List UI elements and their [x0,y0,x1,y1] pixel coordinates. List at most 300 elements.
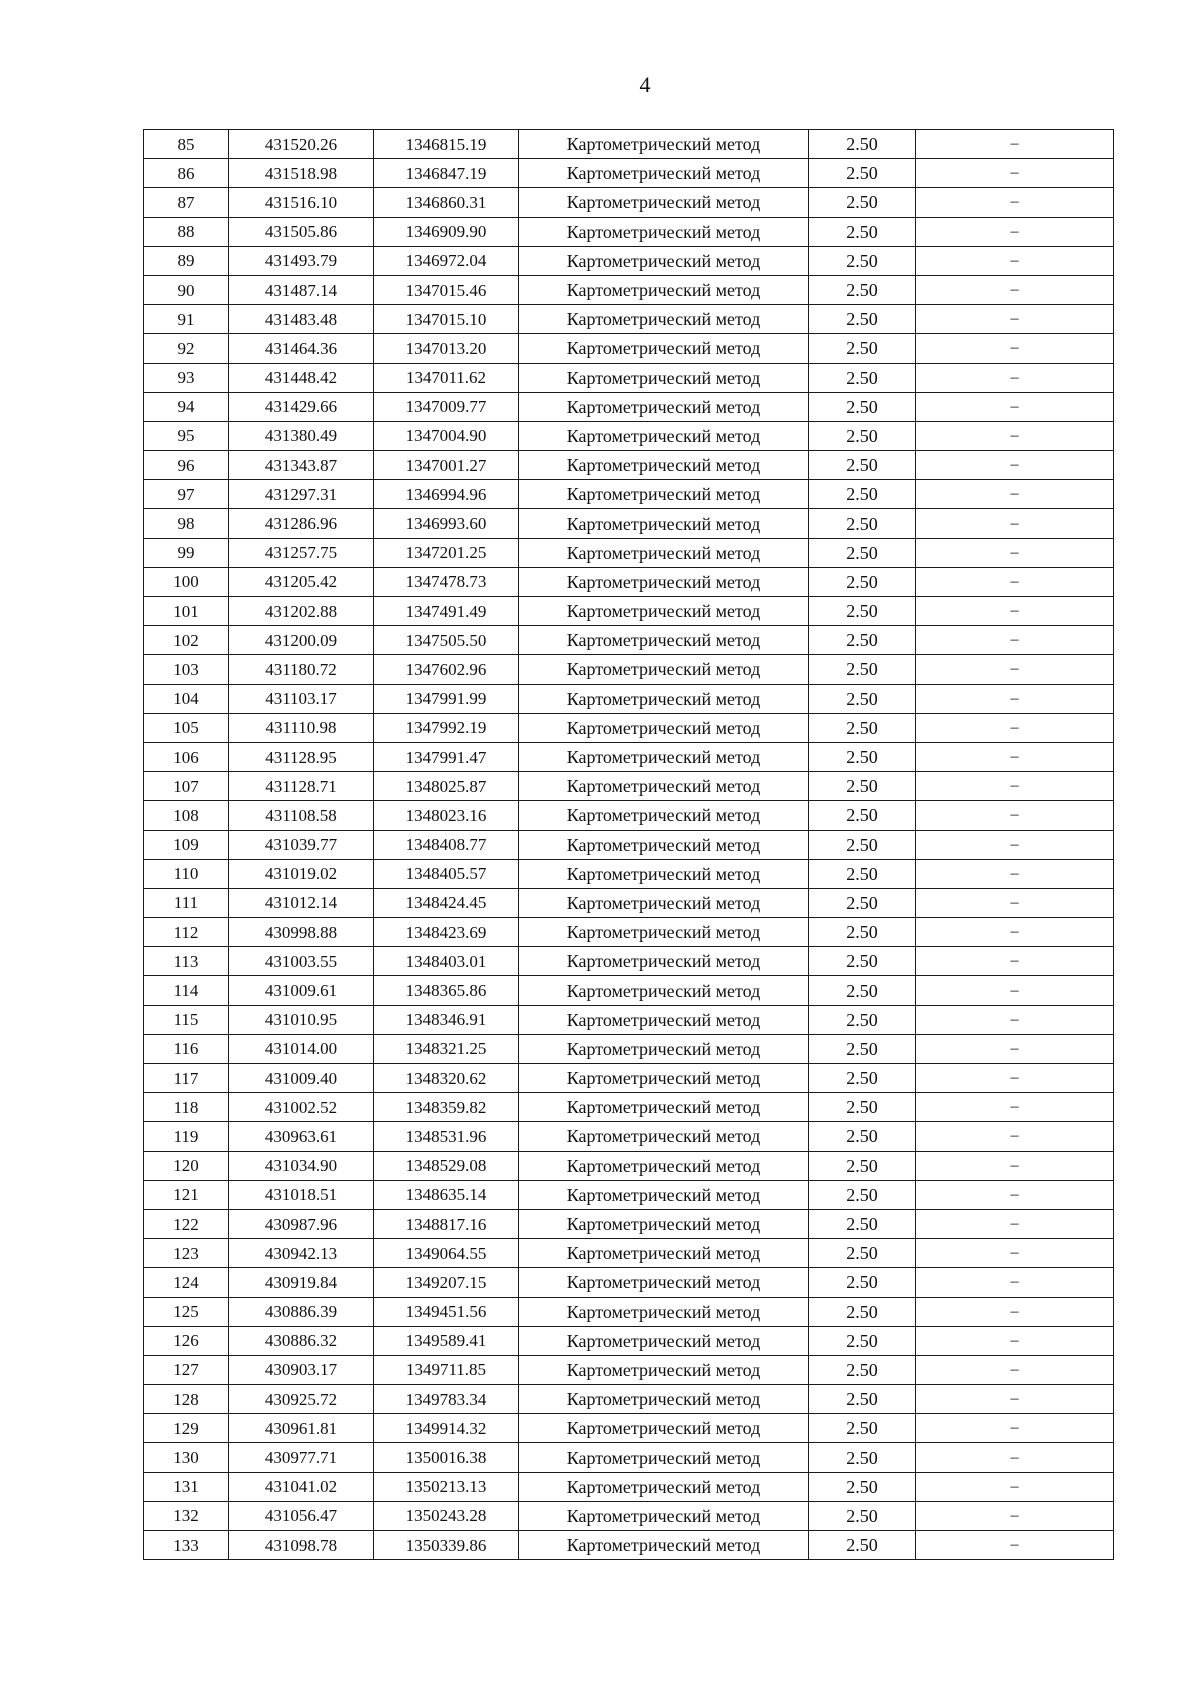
accuracy-cell: 2.50 [809,305,916,334]
table-row [144,1239,1114,1268]
accuracy-cell: 2.50 [809,1209,916,1238]
y-coordinate-cell: 1348817.16 [374,1209,519,1238]
note-cell: – [916,1531,1114,1560]
table-row [144,947,1114,976]
accuracy-cell: 2.50 [809,684,916,713]
accuracy-cell: 2.50 [809,947,916,976]
x-coordinate-cell: 431034.90 [229,1151,374,1180]
accuracy-cell: 2.50 [809,655,916,684]
accuracy-cell: 2.50 [809,1531,916,1560]
x-coordinate-cell: 431518.98 [229,159,374,188]
method-cell: Картометрический метод [519,567,809,596]
method-cell: Картометрический метод [519,334,809,363]
accuracy-cell: 2.50 [809,859,916,888]
method-cell: Картометрический метод [519,392,809,421]
note-cell: – [916,421,1114,450]
table-row [144,1093,1114,1122]
table-body [144,130,1114,1560]
y-coordinate-cell: 1347478.73 [374,567,519,596]
y-coordinate-cell: 1349783.34 [374,1385,519,1414]
point-number-cell: 119 [144,1122,229,1151]
method-cell: Картометрический метод [519,742,809,771]
y-coordinate-cell: 1349589.41 [374,1326,519,1355]
point-number-cell: 109 [144,830,229,859]
y-coordinate-cell: 1346972.04 [374,246,519,275]
method-cell: Картометрический метод [519,1209,809,1238]
y-coordinate-cell: 1348320.62 [374,1064,519,1093]
table-row [144,1122,1114,1151]
point-number-cell: 120 [144,1151,229,1180]
x-coordinate-cell: 431205.42 [229,567,374,596]
point-number-cell: 123 [144,1239,229,1268]
table-row [144,130,1114,159]
accuracy-cell: 2.50 [809,246,916,275]
table-row [144,480,1114,509]
note-cell: – [916,246,1114,275]
method-cell: Картометрический метод [519,538,809,567]
point-number-cell: 105 [144,713,229,742]
point-number-cell: 100 [144,567,229,596]
x-coordinate-cell: 430987.96 [229,1209,374,1238]
method-cell: Картометрический метод [519,801,809,830]
method-cell: Картометрический метод [519,1414,809,1443]
accuracy-cell: 2.50 [809,713,916,742]
note-cell: – [916,626,1114,655]
x-coordinate-cell: 431200.09 [229,626,374,655]
point-number-cell: 88 [144,217,229,246]
x-coordinate-cell: 430886.32 [229,1326,374,1355]
method-cell: Картометрический метод [519,626,809,655]
point-number-cell: 129 [144,1414,229,1443]
x-coordinate-cell: 431297.31 [229,480,374,509]
accuracy-cell: 2.50 [809,1034,916,1063]
y-coordinate-cell: 1347201.25 [374,538,519,567]
accuracy-cell: 2.50 [809,1414,916,1443]
y-coordinate-cell: 1347013.20 [374,334,519,363]
table-row [144,509,1114,538]
table-row [144,772,1114,801]
y-coordinate-cell: 1346909.90 [374,217,519,246]
note-cell: – [916,1472,1114,1501]
note-cell: – [916,1355,1114,1384]
note-cell: – [916,159,1114,188]
method-cell: Картометрический метод [519,159,809,188]
x-coordinate-cell: 431014.00 [229,1034,374,1063]
table-row [144,1005,1114,1034]
table-row [144,859,1114,888]
accuracy-cell: 2.50 [809,392,916,421]
y-coordinate-cell: 1347011.62 [374,363,519,392]
table-row [144,1034,1114,1063]
note-cell: – [916,363,1114,392]
table-row [144,1355,1114,1384]
y-coordinate-cell: 1348403.01 [374,947,519,976]
x-coordinate-cell: 430963.61 [229,1122,374,1151]
accuracy-cell: 2.50 [809,597,916,626]
accuracy-cell: 2.50 [809,421,916,450]
table-row [144,305,1114,334]
accuracy-cell: 2.50 [809,159,916,188]
x-coordinate-cell: 431516.10 [229,188,374,217]
point-number-cell: 94 [144,392,229,421]
note-cell: – [916,1501,1114,1530]
point-number-cell: 111 [144,888,229,917]
y-coordinate-cell: 1350213.13 [374,1472,519,1501]
y-coordinate-cell: 1347602.96 [374,655,519,684]
table-row [144,976,1114,1005]
table-row [144,159,1114,188]
note-cell: – [916,1297,1114,1326]
point-number-cell: 113 [144,947,229,976]
x-coordinate-cell: 431009.61 [229,976,374,1005]
y-coordinate-cell: 1346994.96 [374,480,519,509]
accuracy-cell: 2.50 [809,918,916,947]
table-row [144,1326,1114,1355]
y-coordinate-cell: 1350339.86 [374,1531,519,1560]
note-cell: – [916,1385,1114,1414]
point-number-cell: 112 [144,918,229,947]
method-cell: Картометрический метод [519,1501,809,1530]
y-coordinate-cell: 1347505.50 [374,626,519,655]
x-coordinate-cell: 431520.26 [229,130,374,159]
method-cell: Картометрический метод [519,713,809,742]
table-row [144,1151,1114,1180]
accuracy-cell: 2.50 [809,1326,916,1355]
method-cell: Картометрический метод [519,859,809,888]
x-coordinate-cell: 431003.55 [229,947,374,976]
method-cell: Картометрический метод [519,451,809,480]
method-cell: Картометрический метод [519,1297,809,1326]
x-coordinate-cell: 431041.02 [229,1472,374,1501]
x-coordinate-cell: 431493.79 [229,246,374,275]
method-cell: Картометрический метод [519,976,809,1005]
page-number: 4 [639,72,651,97]
accuracy-cell: 2.50 [809,217,916,246]
note-cell: – [916,334,1114,363]
y-coordinate-cell: 1350243.28 [374,1501,519,1530]
x-coordinate-cell: 431483.48 [229,305,374,334]
point-number-cell: 103 [144,655,229,684]
note-cell: – [916,451,1114,480]
table-row [144,567,1114,596]
method-cell: Картометрический метод [519,217,809,246]
y-coordinate-cell: 1348346.91 [374,1005,519,1034]
method-cell: Картометрический метод [519,275,809,304]
accuracy-cell: 2.50 [809,130,916,159]
table-row [144,1501,1114,1530]
point-number-cell: 130 [144,1443,229,1472]
x-coordinate-cell: 430961.81 [229,1414,374,1443]
y-coordinate-cell: 1346860.31 [374,188,519,217]
accuracy-cell: 2.50 [809,363,916,392]
x-coordinate-cell: 431286.96 [229,509,374,538]
note-cell: – [916,188,1114,217]
point-number-cell: 97 [144,480,229,509]
x-coordinate-cell: 430925.72 [229,1385,374,1414]
point-number-cell: 132 [144,1501,229,1530]
method-cell: Картометрический метод [519,947,809,976]
note-cell: – [916,567,1114,596]
y-coordinate-cell: 1348529.08 [374,1151,519,1180]
accuracy-cell: 2.50 [809,188,916,217]
method-cell: Картометрический метод [519,421,809,450]
y-coordinate-cell: 1347001.27 [374,451,519,480]
point-number-cell: 110 [144,859,229,888]
table-row [144,421,1114,450]
accuracy-cell: 2.50 [809,772,916,801]
point-number-cell: 99 [144,538,229,567]
point-number-cell: 117 [144,1064,229,1093]
note-cell: – [916,1151,1114,1180]
coordinates-table [143,129,1114,1560]
y-coordinate-cell: 1348359.82 [374,1093,519,1122]
y-coordinate-cell: 1348023.16 [374,801,519,830]
method-cell: Картометрический метод [519,1122,809,1151]
table-row [144,918,1114,947]
accuracy-cell: 2.50 [809,1239,916,1268]
note-cell: – [916,1239,1114,1268]
note-cell: – [916,392,1114,421]
y-coordinate-cell: 1347991.47 [374,742,519,771]
y-coordinate-cell: 1349064.55 [374,1239,519,1268]
table-row [144,597,1114,626]
table-row [144,363,1114,392]
table-row [144,392,1114,421]
method-cell: Картометрический метод [519,772,809,801]
table-row [144,655,1114,684]
x-coordinate-cell: 431464.36 [229,334,374,363]
method-cell: Картометрический метод [519,888,809,917]
note-cell: – [916,1268,1114,1297]
accuracy-cell: 2.50 [809,1064,916,1093]
x-coordinate-cell: 431128.71 [229,772,374,801]
table-row [144,713,1114,742]
accuracy-cell: 2.50 [809,1180,916,1209]
note-cell: – [916,538,1114,567]
x-coordinate-cell: 431108.58 [229,801,374,830]
x-coordinate-cell: 431505.86 [229,217,374,246]
x-coordinate-cell: 431110.98 [229,713,374,742]
point-number-cell: 86 [144,159,229,188]
table-row [144,1443,1114,1472]
note-cell: – [916,830,1114,859]
point-number-cell: 124 [144,1268,229,1297]
table-row [144,246,1114,275]
note-cell: – [916,509,1114,538]
note-cell: – [916,713,1114,742]
method-cell: Картометрический метод [519,830,809,859]
note-cell: – [916,1443,1114,1472]
note-cell: – [916,1093,1114,1122]
table-row [144,538,1114,567]
point-number-cell: 89 [144,246,229,275]
table-row [144,888,1114,917]
y-coordinate-cell: 1348405.57 [374,859,519,888]
table-row [144,801,1114,830]
point-number-cell: 108 [144,801,229,830]
x-coordinate-cell: 431012.14 [229,888,374,917]
point-number-cell: 93 [144,363,229,392]
point-number-cell: 90 [144,275,229,304]
accuracy-cell: 2.50 [809,1005,916,1034]
table-row [144,1064,1114,1093]
accuracy-cell: 2.50 [809,1355,916,1384]
x-coordinate-cell: 431009.40 [229,1064,374,1093]
x-coordinate-cell: 431018.51 [229,1180,374,1209]
x-coordinate-cell: 431180.72 [229,655,374,684]
y-coordinate-cell: 1348365.86 [374,976,519,1005]
point-number-cell: 128 [144,1385,229,1414]
table-row [144,1385,1114,1414]
point-number-cell: 115 [144,1005,229,1034]
accuracy-cell: 2.50 [809,1122,916,1151]
point-number-cell: 91 [144,305,229,334]
accuracy-cell: 2.50 [809,976,916,1005]
table-row [144,830,1114,859]
point-number-cell: 121 [144,1180,229,1209]
table-row [144,1472,1114,1501]
accuracy-cell: 2.50 [809,334,916,363]
x-coordinate-cell: 431019.02 [229,859,374,888]
point-number-cell: 104 [144,684,229,713]
x-coordinate-cell: 431448.42 [229,363,374,392]
table-row [144,1209,1114,1238]
method-cell: Картометрический метод [519,130,809,159]
accuracy-cell: 2.50 [809,888,916,917]
x-coordinate-cell: 431429.66 [229,392,374,421]
method-cell: Картометрический метод [519,1034,809,1063]
accuracy-cell: 2.50 [809,626,916,655]
method-cell: Картометрический метод [519,1151,809,1180]
method-cell: Картометрический метод [519,1180,809,1209]
y-coordinate-cell: 1349451.56 [374,1297,519,1326]
note-cell: – [916,742,1114,771]
point-number-cell: 126 [144,1326,229,1355]
accuracy-cell: 2.50 [809,801,916,830]
method-cell: Картометрический метод [519,1268,809,1297]
method-cell: Картометрический метод [519,305,809,334]
method-cell: Картометрический метод [519,1472,809,1501]
accuracy-cell: 2.50 [809,742,916,771]
note-cell: – [916,275,1114,304]
method-cell: Картометрический метод [519,1005,809,1034]
x-coordinate-cell: 430919.84 [229,1268,374,1297]
note-cell: – [916,597,1114,626]
y-coordinate-cell: 1348423.69 [374,918,519,947]
method-cell: Картометрический метод [519,1355,809,1384]
point-number-cell: 95 [144,421,229,450]
y-coordinate-cell: 1349207.15 [374,1268,519,1297]
table-row [144,742,1114,771]
point-number-cell: 131 [144,1472,229,1501]
note-cell: – [916,480,1114,509]
point-number-cell: 85 [144,130,229,159]
note-cell: – [916,305,1114,334]
note-cell: – [916,217,1114,246]
table-row [144,188,1114,217]
table-row [144,217,1114,246]
note-cell: – [916,859,1114,888]
note-cell: – [916,947,1114,976]
method-cell: Картометрический метод [519,1443,809,1472]
y-coordinate-cell: 1347009.77 [374,392,519,421]
y-coordinate-cell: 1348025.87 [374,772,519,801]
accuracy-cell: 2.50 [809,1297,916,1326]
note-cell: – [916,1034,1114,1063]
point-number-cell: 92 [144,334,229,363]
y-coordinate-cell: 1346993.60 [374,509,519,538]
accuracy-cell: 2.50 [809,1268,916,1297]
point-number-cell: 127 [144,1355,229,1384]
table-row [144,334,1114,363]
note-cell: – [916,1180,1114,1209]
y-coordinate-cell: 1349711.85 [374,1355,519,1384]
accuracy-cell: 2.50 [809,509,916,538]
accuracy-cell: 2.50 [809,1385,916,1414]
accuracy-cell: 2.50 [809,451,916,480]
table-row [144,275,1114,304]
accuracy-cell: 2.50 [809,538,916,567]
point-number-cell: 87 [144,188,229,217]
point-number-cell: 98 [144,509,229,538]
table-row [144,1297,1114,1326]
table-row [144,1531,1114,1560]
x-coordinate-cell: 431487.14 [229,275,374,304]
x-coordinate-cell: 431257.75 [229,538,374,567]
point-number-cell: 107 [144,772,229,801]
accuracy-cell: 2.50 [809,1151,916,1180]
table-row [144,626,1114,655]
note-cell: – [916,1064,1114,1093]
x-coordinate-cell: 431202.88 [229,597,374,626]
y-coordinate-cell: 1348321.25 [374,1034,519,1063]
y-coordinate-cell: 1347491.49 [374,597,519,626]
x-coordinate-cell: 431380.49 [229,421,374,450]
method-cell: Картометрический метод [519,655,809,684]
x-coordinate-cell: 431343.87 [229,451,374,480]
table-row [144,1414,1114,1443]
x-coordinate-cell: 431039.77 [229,830,374,859]
x-coordinate-cell: 430886.39 [229,1297,374,1326]
point-number-cell: 101 [144,597,229,626]
x-coordinate-cell: 431098.78 [229,1531,374,1560]
point-number-cell: 122 [144,1209,229,1238]
table-row [144,1268,1114,1297]
accuracy-cell: 2.50 [809,1501,916,1530]
x-coordinate-cell: 430998.88 [229,918,374,947]
method-cell: Картометрический метод [519,509,809,538]
method-cell: Картометрический метод [519,1385,809,1414]
point-number-cell: 114 [144,976,229,1005]
y-coordinate-cell: 1349914.32 [374,1414,519,1443]
table-row [144,684,1114,713]
method-cell: Картометрический метод [519,1531,809,1560]
y-coordinate-cell: 1348531.96 [374,1122,519,1151]
note-cell: – [916,801,1114,830]
method-cell: Картометрический метод [519,480,809,509]
method-cell: Картометрический метод [519,1064,809,1093]
y-coordinate-cell: 1347015.46 [374,275,519,304]
accuracy-cell: 2.50 [809,567,916,596]
note-cell: – [916,772,1114,801]
method-cell: Картометрический метод [519,1093,809,1122]
point-number-cell: 125 [144,1297,229,1326]
point-number-cell: 96 [144,451,229,480]
table-row [144,451,1114,480]
point-number-cell: 133 [144,1531,229,1560]
note-cell: – [916,1326,1114,1355]
y-coordinate-cell: 1347992.19 [374,713,519,742]
